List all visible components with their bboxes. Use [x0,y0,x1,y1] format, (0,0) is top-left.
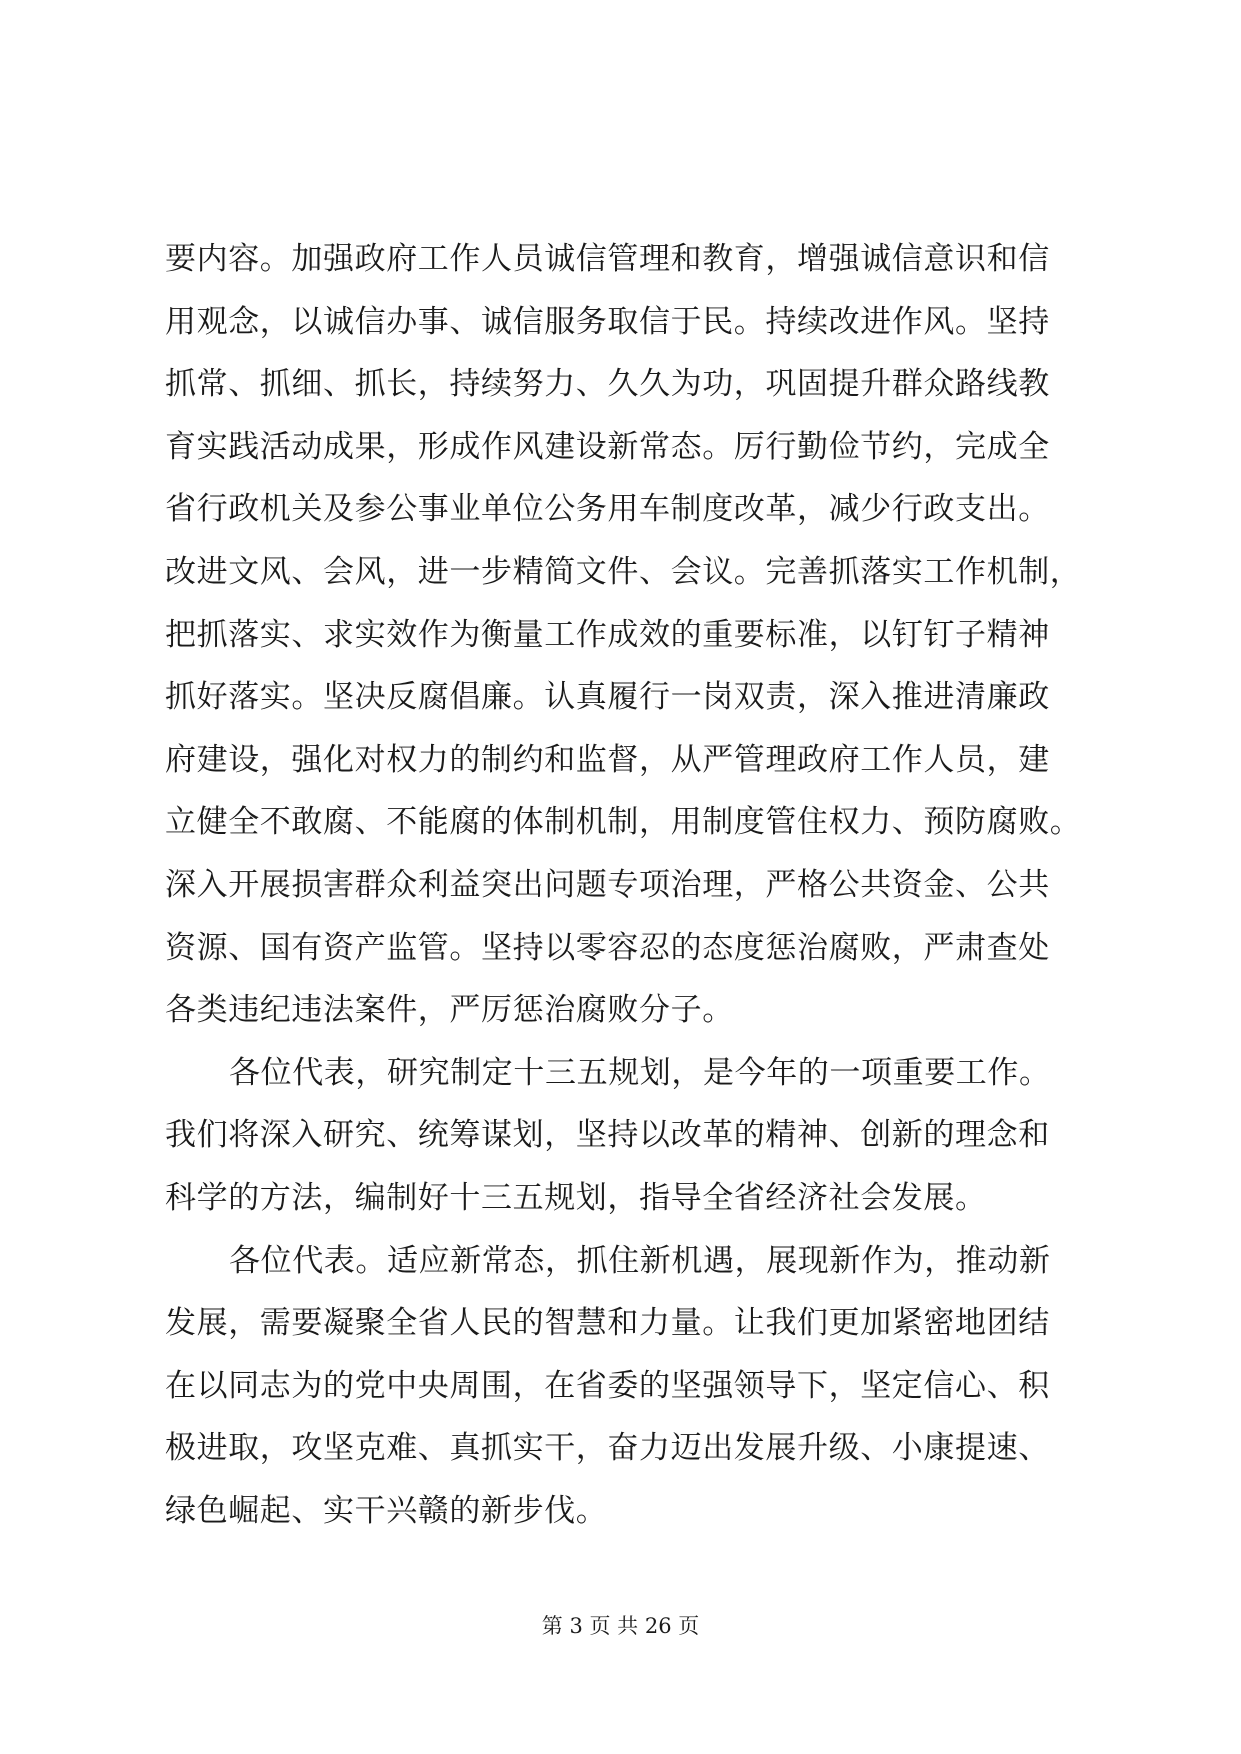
text-line: 改进文风、会风，进一步精简文件、会议。完善抓落实工作机制， [165,553,1082,590]
text-line: 资源、国有资产监管。坚持以零容忍的态度惩治腐败，严肃查处 [165,929,1050,966]
body-text [165,228,1085,1542]
text-line: 抓常、抓细、抓长，持续努力、久久为功，巩固提升群众路线教 [165,366,1050,403]
text-line: 育实践活动成果，形成作风建设新常态。厉行勤俭节约，完成全 [165,428,1050,465]
text-line: 把抓落实、求实效作为衡量工作成效的重要标准，以钉钉子精神 [165,616,1050,653]
text-line: 府建设，强化对权力的制约和监督，从严管理政府工作人员，建 [165,741,1050,778]
text-line: 科学的方法，编制好十三五规划，指导全省经济社会发展。 [165,1179,987,1216]
page-number-footer: 第 3 页 共 26 页 [541,1614,700,1638]
text-line: 用观念，以诚信办事、诚信服务取信于民。持续改进作风。坚持 [165,303,1050,340]
text-line: 深入开展损害群众利益突出问题专项治理，严格公共资金、公共 [165,866,1050,903]
text-line: 发展，需要凝聚全省人民的智慧和力量。让我们更加紧密地团结 [165,1305,1050,1342]
text-line: 绿色崛起、实干兴赣的新步伐。 [165,1492,608,1529]
paragraph-start-line: 各位代表。适应新常态，抓住新机遇，展现新作为，推动新 [229,1242,1051,1279]
text-line: 各类违纪违法案件，严厉惩治腐败分子。 [165,992,734,1029]
text-line: 在以同志为的党中央周围，在省委的坚强领导下，坚定信心、积 [165,1367,1050,1404]
text-line: 立健全不敢腐、不能腐的体制机制，用制度管住权力、预防腐败。 [165,804,1082,841]
text-line: 我们将深入研究、统筹谋划，坚持以改革的精神、创新的理念和 [165,1117,1050,1154]
text-line: 极进取，攻坚克难、真抓实干，奋力迈出发展升级、小康提速、 [165,1430,1050,1467]
paragraph-start-line: 各位代表，研究制定十三五规划，是今年的一项重要工作。 [229,1054,1051,1091]
text-line: 抓好落实。坚决反腐倡廉。认真履行一岗双责，深入推进清廉政 [165,679,1050,716]
text-line: 要内容。加强政府工作人员诚信管理和教育，增强诚信意识和信 [165,241,1050,277]
text-line: 省行政机关及参公事业单位公务用车制度改革，减少行政支出。 [165,491,1050,528]
